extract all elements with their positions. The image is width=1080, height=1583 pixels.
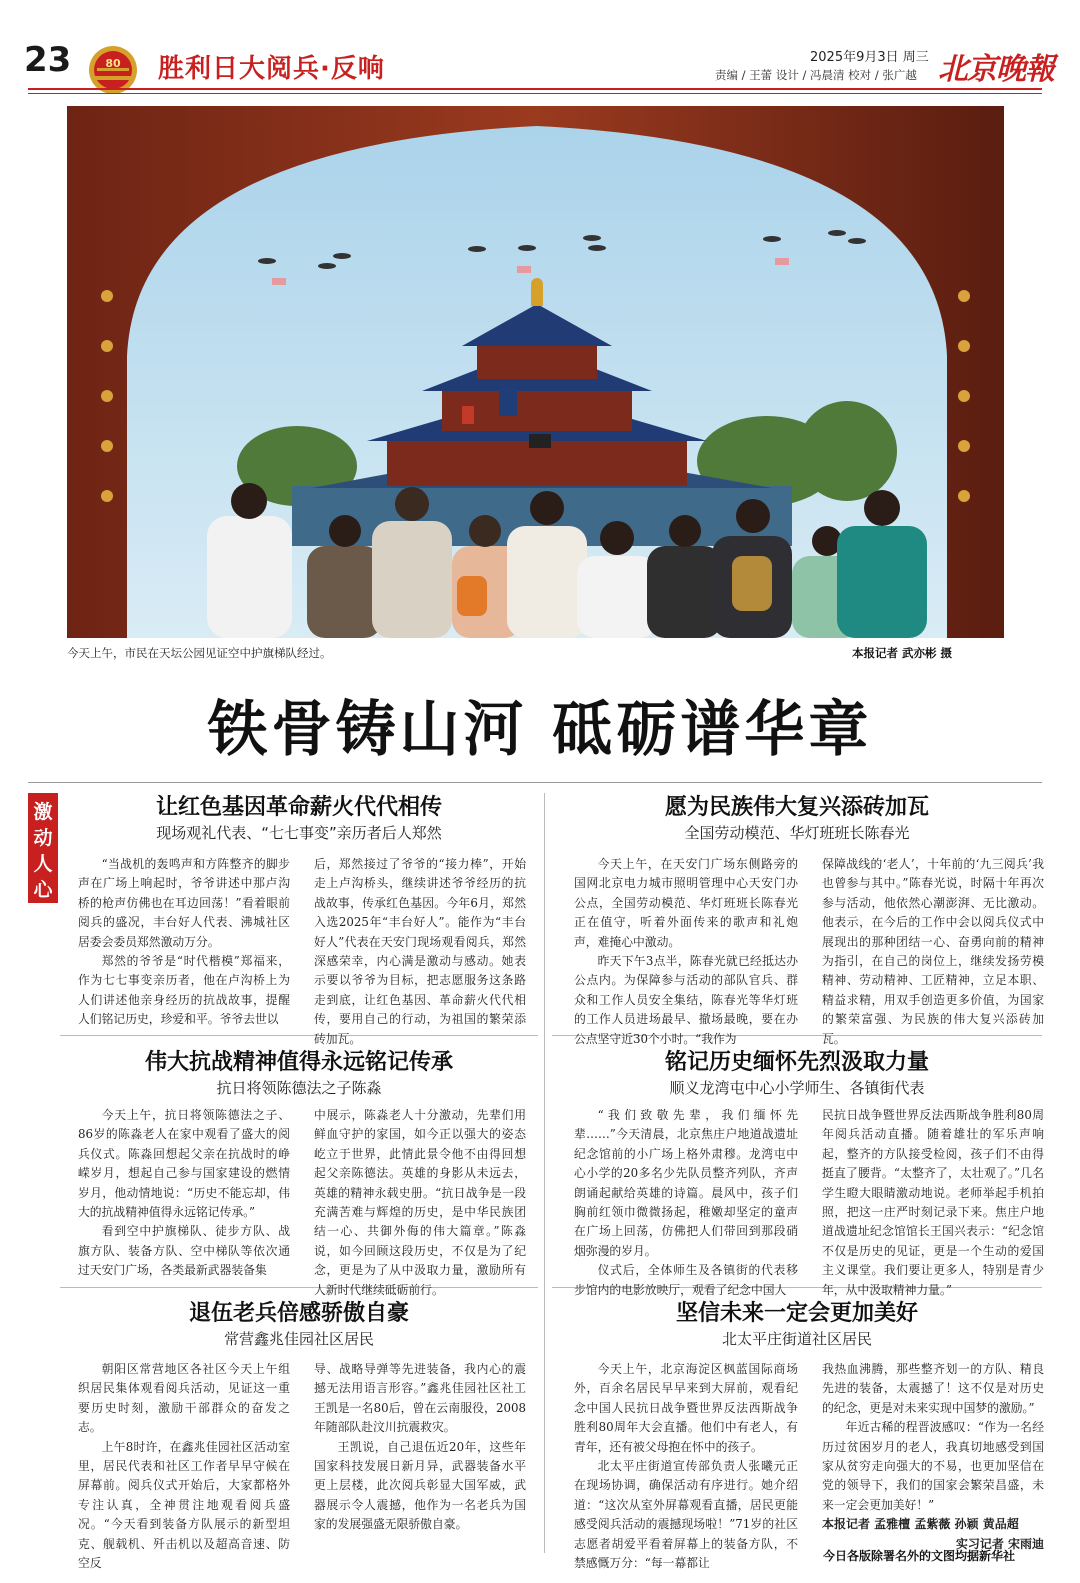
paragraph: 我热血沸腾，那些整齐划一的方队、精良先进的装备，太震撼了！这不仅是对历史的纪念，更是对未来实现中国梦的激励。”	[822, 1362, 1044, 1415]
article-subtitle: 全国劳动模范、华灯班班长陈春光	[684, 824, 910, 842]
photo-caption: 今天上午，市民在天坛公园见证空中护旗梯队经过。	[67, 646, 332, 660]
article-column	[822, 1106, 1044, 1297]
article-column	[822, 855, 1044, 1046]
paragraph: 昨天下午3点半，陈春光就已经抵达办公点内。为保障参与活动的部队官兵、群众和工作人员安全集结，陈春光等华灯班的工作人员进场最早、撤场最晚，要在办公点坚守近30个小时。“我作为	[574, 954, 798, 1046]
photo-credit: 本报记者 武亦彬 摄	[852, 646, 953, 660]
column-divider	[544, 793, 545, 1553]
article-column	[78, 855, 290, 1030]
paragraph: 郑然的爷爷是“时代楷模”郑福来，作为七七事变亲历者，他在卢沟桥上为人们讲述他亲身经历的抗战故事，提醒人们铭记历史，珍爱和平。爷爷去世以	[78, 954, 290, 1027]
paragraph: 导、战略导弹等先进装备，我内心的震撼无法用语言形容。”鑫兆佳园社区社工王凯是一名80后，曾在云南服役，2008年随部队赴汶川抗震救灾。	[314, 1362, 526, 1435]
side-tag-text: 激动人心	[33, 801, 53, 901]
editor-credits: 责编 / 王蕾 设计 / 冯晨清 校对 / 张广越	[715, 68, 917, 82]
main-headline: 铁骨铸山河 砥砺谱华章	[207, 695, 873, 765]
paragraph: “当战机的轰鸣声和方阵整齐的脚步声在广场上响起时，爷爷讲述中那卢沟桥的枪声仿佛也在耳边回荡！”看着眼前阅兵的盛况，丰台好人代表、沸城社区居委会委员郑然激动万分。	[78, 857, 290, 949]
article-column	[78, 1360, 290, 1571]
paragraph: 今天上午，在天安门广场东侧路旁的国网北京电力城市照明管理中心天安门办公点，全国劳动模范、华灯班班长陈春光正在值守，听着外面传来的歌声和礼炮声，难掩心中激动。	[574, 857, 798, 949]
paragraph: 今天上午，抗日将领陈德法之子、86岁的陈淼老人在家中观看了盛大的阅兵仪式。陈淼回想起父亲在抗战时的峥嵘岁月，想起自己参与国家建设的燃情岁月，他动情地说：“历史不能忘却，伟大的抗战精神值得永远铭记传承。”	[78, 1108, 290, 1220]
article-title: 铭记历史缅怀先烈汲取力量	[664, 1050, 929, 1075]
article-subtitle: 顺义龙湾屯中心小学师生、各镇街代表	[669, 1079, 925, 1097]
paragraph: 仪式后，全体师生及各镇街的代表移步馆内的电影放映厅，观看了纪念中国人	[574, 1263, 798, 1297]
article-column	[314, 1360, 526, 1556]
paragraph: “我们致敬先辈，我们缅怀先辈……”今天清晨，北京焦庄户地道战遗址纪念馆前的小广场上格外肃穆。龙湾屯中心小学的20多名少先队员整齐列队，齐声朗诵起献给英雄的诗篇。晨风中，孩子们胸前红领巾微微扬起，稚嫩却坚定的童声在广场上回荡，仿佛把人们带回到那段硝烟弥漫的岁月。	[574, 1108, 798, 1258]
headline-rule	[28, 782, 1042, 783]
article-column	[314, 855, 526, 1046]
article-column	[574, 1106, 798, 1297]
byline: 实习记者 宋雨迪	[955, 1536, 1044, 1551]
footer-note: 今日各版除署名外的文图均据新华社	[823, 1549, 1016, 1563]
page-number: 23	[24, 40, 72, 80]
paragraph: 保障战线的‘老人’，十年前的‘九三阅兵’我也曾参与其中。”陈春光说，时隔十年再次参与活动，他依然心潮澎湃、无比激动。他表示，在今后的工作中会以阅兵仪式中展现出的那种团结一心、奋勇向前的精神为指引，在自己的岗位上，继续发扬劳模精神、劳动精神、工匠精神，立足本职、精益求精，用双手创造更多价值，为国家的繁荣富强、为民族的伟大复兴添砖加瓦。	[822, 857, 1044, 1046]
article-column	[78, 1106, 290, 1282]
paragraph: 北太平庄街道宣传部负责人张曦元正在现场协调，确保活动有序进行。她介绍道：“这次从室外屏幕观看直播，居民更能感受阅兵活动的震撼现场啦！”71岁的社区志愿者胡爱平看着屏幕上的装备方队，不禁感慨万分：“每一幕都让	[574, 1459, 798, 1571]
header-rule-thin	[28, 93, 1042, 94]
byline: 本报记者 孟雅檀 孟紫薇 孙颖 黄品超	[822, 1517, 1019, 1532]
paragraph: 看到空中护旗梯队、徒步方队、战旗方队、装备方队、空中梯队等依次通过天安门广场，各类最新武器装备集	[78, 1224, 290, 1278]
newspaper-masthead: 北京晚報	[938, 52, 1054, 87]
article-subtitle: 北太平庄街道社区居民	[721, 1330, 872, 1348]
paragraph: 中展示，陈淼老人十分激动，先辈们用鲜血守护的家国，如今正以强大的姿态屹立于世界，此情此景令他不由得回想起父亲陈德法。英雄的身影从未远去，英雄的精神永载史册。“抗日战争是一段充满苦难与辉煌的历史，是中华民族团结一心、共御外侮的伟大篇章。”陈淼说，如今回顾这段历史，不仅是为了纪念，更是为了从中汲取力量，激励所有人新时代继续砥砺前行。	[314, 1108, 526, 1297]
article-column	[574, 1360, 798, 1571]
header-rule	[28, 88, 1042, 90]
paragraph: 上午8时许，在鑫兆佳园社区活动室里，居民代表和社区工作者早早守候在屏幕前。阅兵仪式开始后，大家都格外专注认真，全神贯注地观看阅兵盛况。“今天看到装备方队展示的新型坦克、舰载机、歼击机以及超高音速、防空反	[78, 1439, 290, 1571]
paragraph: 今天上午，北京海淀区枫蓝国际商场外，百余名居民早早来到大屏前，观看纪念中国人民抗日战争暨世界反法西斯战争胜利80周年大会直播。他们中有老人，有青年，还有被父母抱在怀中的孩子。	[574, 1362, 798, 1454]
paragraph: 朝阳区常营地区各社区今天上午组织居民集体观看阅兵活动，见证这一重要历史时刻，激励干部群众的奋发之志。	[78, 1362, 290, 1435]
paragraph: 年近古稀的程晋波感叹：“作为一名经历过贫困岁月的老人，我真切地感受到国家从贫穷走向强大的不易，也更加坚信在党的领导下，我们的国家会繁荣昌盛，未来一定会更加美好！”	[822, 1420, 1044, 1512]
article-subtitle: 抗日将领陈德法之子陈淼	[216, 1079, 382, 1097]
article-title: 愿为民族伟大复兴添砖加瓦	[664, 795, 929, 820]
article-subtitle: 常营鑫兆佳园社区居民	[223, 1330, 374, 1348]
news-photo	[67, 106, 1004, 638]
side-tag	[28, 793, 58, 903]
article-title: 伟大抗战精神值得永远铭记传承	[144, 1050, 453, 1075]
article-column	[822, 1360, 1044, 1551]
article-title: 让红色基因革命薪火代代相传	[155, 795, 442, 820]
section-title: 胜利日大阅兵·反响	[158, 54, 385, 84]
emblem-text: 80	[105, 57, 121, 70]
issue-date: 2025年9月3日 周三	[810, 50, 929, 65]
article-column	[574, 855, 798, 1046]
paragraph: 后，郑然接过了爷爷的“接力棒”，开始走上卢沟桥头，继续讲述爷爷经历的抗战故事，传承红色基因。今年6月，郑然入选2025年“丰台好人”。能作为“丰台好人”代表在天安门现场观看阅兵，郑然深感荣幸，内心满是激动与感动。她表示要以爷爷为目标，把志愿服务这条路走到底，让红色基因、革命薪火代代相传，要用自己的行动，为祖国的繁荣添砖加瓦。	[314, 857, 526, 1046]
article-title: 退伍老兵倍感骄傲自豪	[188, 1301, 409, 1326]
paragraph: 王凯说，自己退伍近20年，这些年国家科技发展日新月异，武器装备水平更上层楼，此次阅兵彰显大国军威，武器展示令人震撼，他作为一名老兵为国家的发展强盛无限骄傲自豪。	[314, 1439, 526, 1532]
paragraph: 民抗日战争暨世界反法西斯战争胜利80周年阅兵活动直播。随着雄壮的军乐声响起，整齐的方队接受检阅，孩子们不由得挺直了腰背。“太整齐了，太壮观了。”几名学生瞪大眼睛激动地说。老师举起手机拍照，把这一庄严时刻记录下来。焦庄户地道战遗址纪念馆馆长王国兴表示：“纪念馆不仅是历史的见证，更是一个生动的爱国主义课堂。我们要让更多人，特别是青少年，从中汲取精神力量。”	[822, 1108, 1044, 1297]
article-column	[314, 1106, 526, 1297]
article-title: 坚信未来一定会更加美好	[675, 1301, 918, 1326]
article-subtitle: 现场观礼代表、“七七事变”亲历者后人郑然	[156, 824, 442, 842]
